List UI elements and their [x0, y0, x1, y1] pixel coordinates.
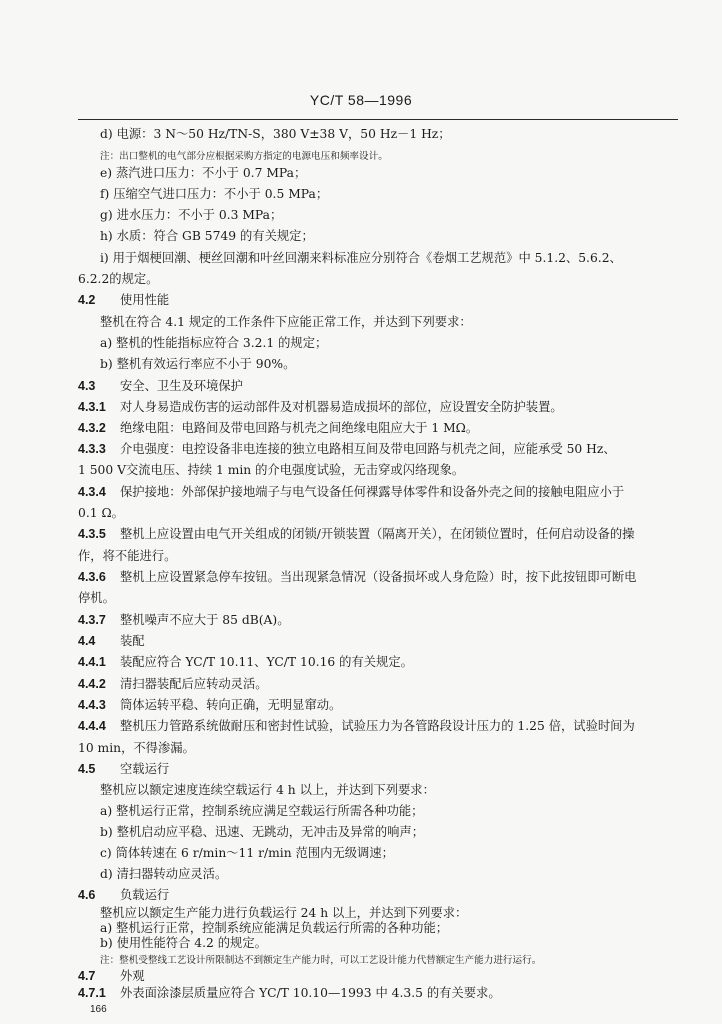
section-heading: 4.4 装配: [78, 634, 145, 648]
clause-continuation: 作，将不能进行。: [78, 549, 177, 563]
text-line: e) 蒸汽进口压力：不小于 0.7 MPa；: [100, 166, 307, 180]
text-line: b) 整机启动应平稳、迅速、无跳动，无冲击及异常的响声；: [100, 825, 425, 839]
text-line: a) 整机的性能指标应符合 3.2.1 的规定；: [100, 336, 328, 350]
clause: 4.3.7 整机噪声不应大于 85 dB(A)。: [78, 613, 290, 627]
text-line: h) 水质：符合 GB 5749 的有关规定；: [100, 229, 314, 243]
text-line: a) 整机运行正常，控制系统应满足空载运行所需各种功能；: [100, 804, 424, 818]
text-line: b) 整机有效运行率应不小于 90%。: [100, 357, 296, 371]
clause: 4.3.2 绝缘电阻：电路间及带电回路与机壳之间绝缘电阻应大于 1 MΩ。: [78, 421, 479, 435]
header-rule: [78, 119, 678, 120]
clause: 4.4.3 筒体运转平稳、转向正确，无明显窜动。: [78, 698, 342, 712]
clause: 4.3.3 介电强度：电控设备非电连接的独立电路相互间及带电回路与机壳之间，应能承受 50 Hz、: [78, 442, 616, 456]
clause-continuation: 停机。: [78, 591, 115, 605]
clause: 4.7.1 外表面涂漆层质量应符合 YC/T 10.10—1993 中 4.3.5 的有关要求。: [78, 986, 501, 1000]
text-line: c) 筒体转速在 6 r/min～11 r/min 范围内无级调速；: [100, 846, 394, 860]
section-heading: 4.5 空载运行: [78, 762, 170, 776]
text-line: f) 压缩空气进口压力：不小于 0.5 MPa；: [100, 187, 329, 201]
clause: 4.3.5 整机上应设置由电气开关组成的闭锁/开锁装置（隔离开关），在闭锁位置时，任何启动设备的操: [78, 527, 635, 541]
section-heading: 4.6 负载运行: [78, 888, 170, 902]
clause: 4.4.4 整机压力管路系统做耐压和密封性试验，试验压力为各管路段设计压力的 1.25 倍，试验时间为: [78, 719, 635, 733]
section-heading: 4.7 外观: [78, 969, 145, 983]
text-line: 整机应以额定速度连续空载运行 4 h 以上，并达到下列要求：: [100, 783, 435, 797]
section-heading: 4.3 安全、卫生及环境保护: [78, 379, 243, 393]
text-line: i) 用于烟梗回潮、梗丝回潮和叶丝回潮来料标准应分别符合《卷烟工艺规范》中 5.1.2、5.6.2、: [100, 251, 622, 265]
clause: 4.4.2 清扫器装配后应转动灵活。: [78, 677, 268, 691]
text-line: 整机在符合 4.1 规定的工作条件下应能正常工作，并达到下列要求：: [100, 315, 472, 329]
page-number: 166: [90, 1004, 107, 1015]
clause: 4.3.6 整机上应设置紧急停车按钮。当出现紧急情况（设备损坏或人身危险）时，按下此按钮即可断电: [78, 570, 637, 584]
section-heading: 4.2 使用性能: [78, 293, 170, 307]
text-line: d) 电源：3 N～50 Hz/TN-S，380 V±38 V，50 Hz－1 Hz；: [100, 127, 451, 141]
clause: 4.3.1 对人身易造成伤害的运动部件及对机器易造成损坏的部位，应设置安全防护装置。: [78, 400, 563, 414]
text-line: 整机应以额定生产能力进行负载运行 24 h 以上，并达到下列要求：: [100, 906, 468, 920]
note-line: 注：整机受整线工艺设计所限制达不到额定生产能力时，可以工艺设计能力代替额定生产能力进行运行。: [100, 955, 542, 966]
text-line: b) 使用性能符合 4.2 的规定。: [100, 936, 267, 950]
clause: 4.3.4 保护接地：外部保护接地端子与电气设备任何裸露导体零件和设备外壳之间的接触电阻应小于: [78, 485, 625, 499]
note-line: 注：出口整机的电气部分应根据采购方指定的电源电压和频率设计。: [100, 151, 388, 162]
standard-header: YC/T 58—1996: [309, 92, 413, 108]
text-line: d) 清扫器转动应灵活。: [100, 867, 228, 881]
text-line: a) 整机运行正常，控制系统应能满足负载运行所需的各种功能；: [100, 921, 449, 935]
clause-continuation: 0.1 Ω。: [78, 506, 124, 520]
text-line: g) 进水压力：不小于 0.3 MPa；: [100, 208, 283, 222]
clause-continuation: 1 500 V交流电压、持续 1 min 的介电强度试验，无击穿或闪络现象。: [78, 463, 465, 477]
clause-continuation: 10 min，不得渗漏。: [78, 741, 195, 755]
text-line: 6.2.2的规定。: [78, 272, 159, 286]
clause: 4.4.1 装配应符合 YC/T 10.11、YC/T 10.16 的有关规定。: [78, 655, 413, 669]
